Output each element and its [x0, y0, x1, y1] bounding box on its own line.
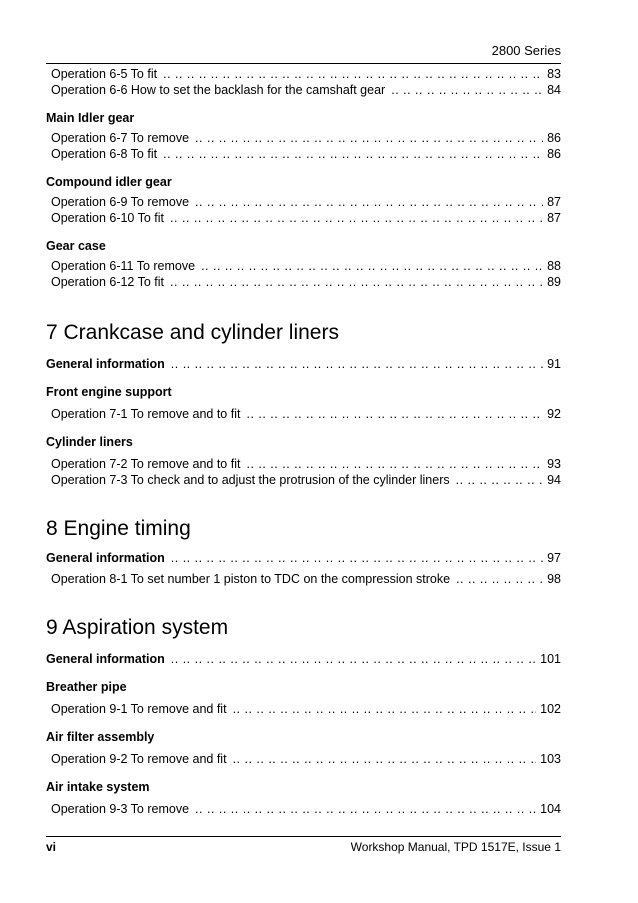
toc-subheading: Air filter assembly: [46, 730, 155, 744]
toc-entry[interactable]: [46, 571, 561, 587]
dot-leader: [171, 651, 536, 667]
toc-entry-page: 92: [547, 407, 561, 421]
toc-entry-title: General information: [46, 551, 165, 565]
dot-leader: [170, 210, 543, 226]
toc-entry-page: 87: [547, 211, 561, 225]
dot-leader: [171, 356, 543, 372]
chapter-heading: 8 Engine timing: [46, 517, 191, 540]
header-rule: [46, 63, 561, 64]
toc-entry-page: 86: [547, 147, 561, 161]
toc-entry-page: 86: [547, 131, 561, 145]
toc-entry-title: Operation 9-1 To remove and fit: [51, 702, 227, 716]
manual-reference: Workshop Manual, TPD 1517E, Issue 1: [350, 840, 561, 854]
dot-leader: [246, 456, 543, 472]
toc-entry-page: 98: [547, 572, 561, 586]
toc-entry-title: Operation 8-1 To set number 1 piston to TDC on the compression stroke: [51, 572, 451, 586]
toc-entry-title: Operation 6-10 To fit: [51, 211, 165, 225]
toc-entry-title: Operation 6-6 How to set the backlash for the camshaft gear: [51, 83, 386, 97]
toc-entry[interactable]: [46, 274, 561, 290]
toc-entry-page: 93: [547, 457, 561, 471]
toc-entry[interactable]: [46, 751, 561, 767]
dot-leader: [456, 472, 543, 488]
dot-leader: [195, 801, 536, 817]
toc-entry-page: 87: [547, 195, 561, 209]
toc-subheading: Compound idler gear: [46, 175, 172, 189]
dot-leader: [163, 66, 543, 82]
toc-entry-page: 97: [547, 551, 561, 565]
toc-entry[interactable]: [46, 701, 561, 717]
dot-leader: [170, 274, 543, 290]
toc-entry[interactable]: [46, 146, 561, 162]
series-header: 2800 Series: [491, 43, 561, 58]
toc-subheading: Main Idler gear: [46, 111, 135, 125]
toc-entry[interactable]: [46, 456, 561, 472]
chapter-heading: 7 Crankcase and cylinder liners: [46, 321, 339, 344]
toc-subheading: Front engine support: [46, 385, 172, 399]
dot-leader: [391, 82, 543, 98]
toc-entry[interactable]: [46, 210, 561, 226]
toc-entry-title: Operation 6-8 To fit: [51, 147, 158, 161]
dot-leader: [233, 751, 537, 767]
toc-entry[interactable]: [46, 406, 561, 422]
toc-subheading: Air intake system: [46, 780, 150, 794]
toc-entry-title: General information: [46, 652, 165, 666]
toc-subheading: Breather pipe: [46, 680, 127, 694]
page-number: vi: [46, 840, 57, 854]
toc-entry-title: Operation 6-12 To fit: [51, 275, 165, 289]
table-of-contents: [46, 65, 561, 817]
toc-entry-page: 101: [540, 652, 561, 666]
toc-entry-page: 84: [547, 83, 561, 97]
toc-entry-title: Operation 6-7 To remove: [51, 131, 190, 145]
toc-entry-page: 89: [547, 275, 561, 289]
toc-entry[interactable]: [46, 651, 561, 667]
chapter-heading: 9 Aspiration system: [46, 616, 229, 639]
dot-leader: [456, 571, 543, 587]
toc-subheading: Cylinder liners: [46, 435, 133, 449]
toc-entry-title: Operation 6-11 To remove: [51, 259, 196, 273]
toc-entry[interactable]: [46, 194, 561, 210]
toc-entry[interactable]: [46, 130, 561, 146]
dot-leader: [171, 550, 543, 566]
toc-entry[interactable]: [46, 801, 561, 817]
toc-entry[interactable]: [46, 356, 561, 372]
toc-entry-page: 91: [547, 357, 561, 371]
toc-entry-title: Operation 7-3 To check and to adjust the protrusion of the cylinder liners: [51, 473, 450, 487]
toc-entry-page: 104: [540, 802, 561, 816]
toc-entry-title: General information: [46, 357, 165, 371]
dot-leader: [246, 406, 543, 422]
dot-leader: [201, 258, 543, 274]
footer-rule: [46, 836, 561, 837]
toc-entry-title: Operation 6-5 To fit: [51, 67, 158, 81]
dot-leader: [195, 130, 543, 146]
toc-entry-page: 102: [540, 702, 561, 716]
toc-entry[interactable]: [46, 82, 561, 98]
toc-entry-page: 83: [547, 67, 561, 81]
toc-entry-title: Operation 6-9 To remove: [51, 195, 190, 209]
toc-entry[interactable]: [46, 66, 561, 82]
toc-entry[interactable]: [46, 550, 561, 566]
dot-leader: [195, 194, 543, 210]
toc-entry-page: 103: [540, 752, 561, 766]
dot-leader: [233, 701, 537, 717]
toc-entry-title: Operation 9-3 To remove: [51, 802, 190, 816]
toc-entry-title: Operation 7-2 To remove and to fit: [51, 457, 241, 471]
toc-entry-title: Operation 7-1 To remove and to fit: [51, 407, 241, 421]
toc-entry[interactable]: [46, 258, 561, 274]
toc-entry[interactable]: [46, 472, 561, 488]
toc-entry-page: 94: [547, 473, 561, 487]
toc-subheading: Gear case: [46, 239, 106, 253]
toc-entry-page: 88: [547, 259, 561, 273]
dot-leader: [163, 146, 543, 162]
toc-entry-title: Operation 9-2 To remove and fit: [51, 752, 227, 766]
